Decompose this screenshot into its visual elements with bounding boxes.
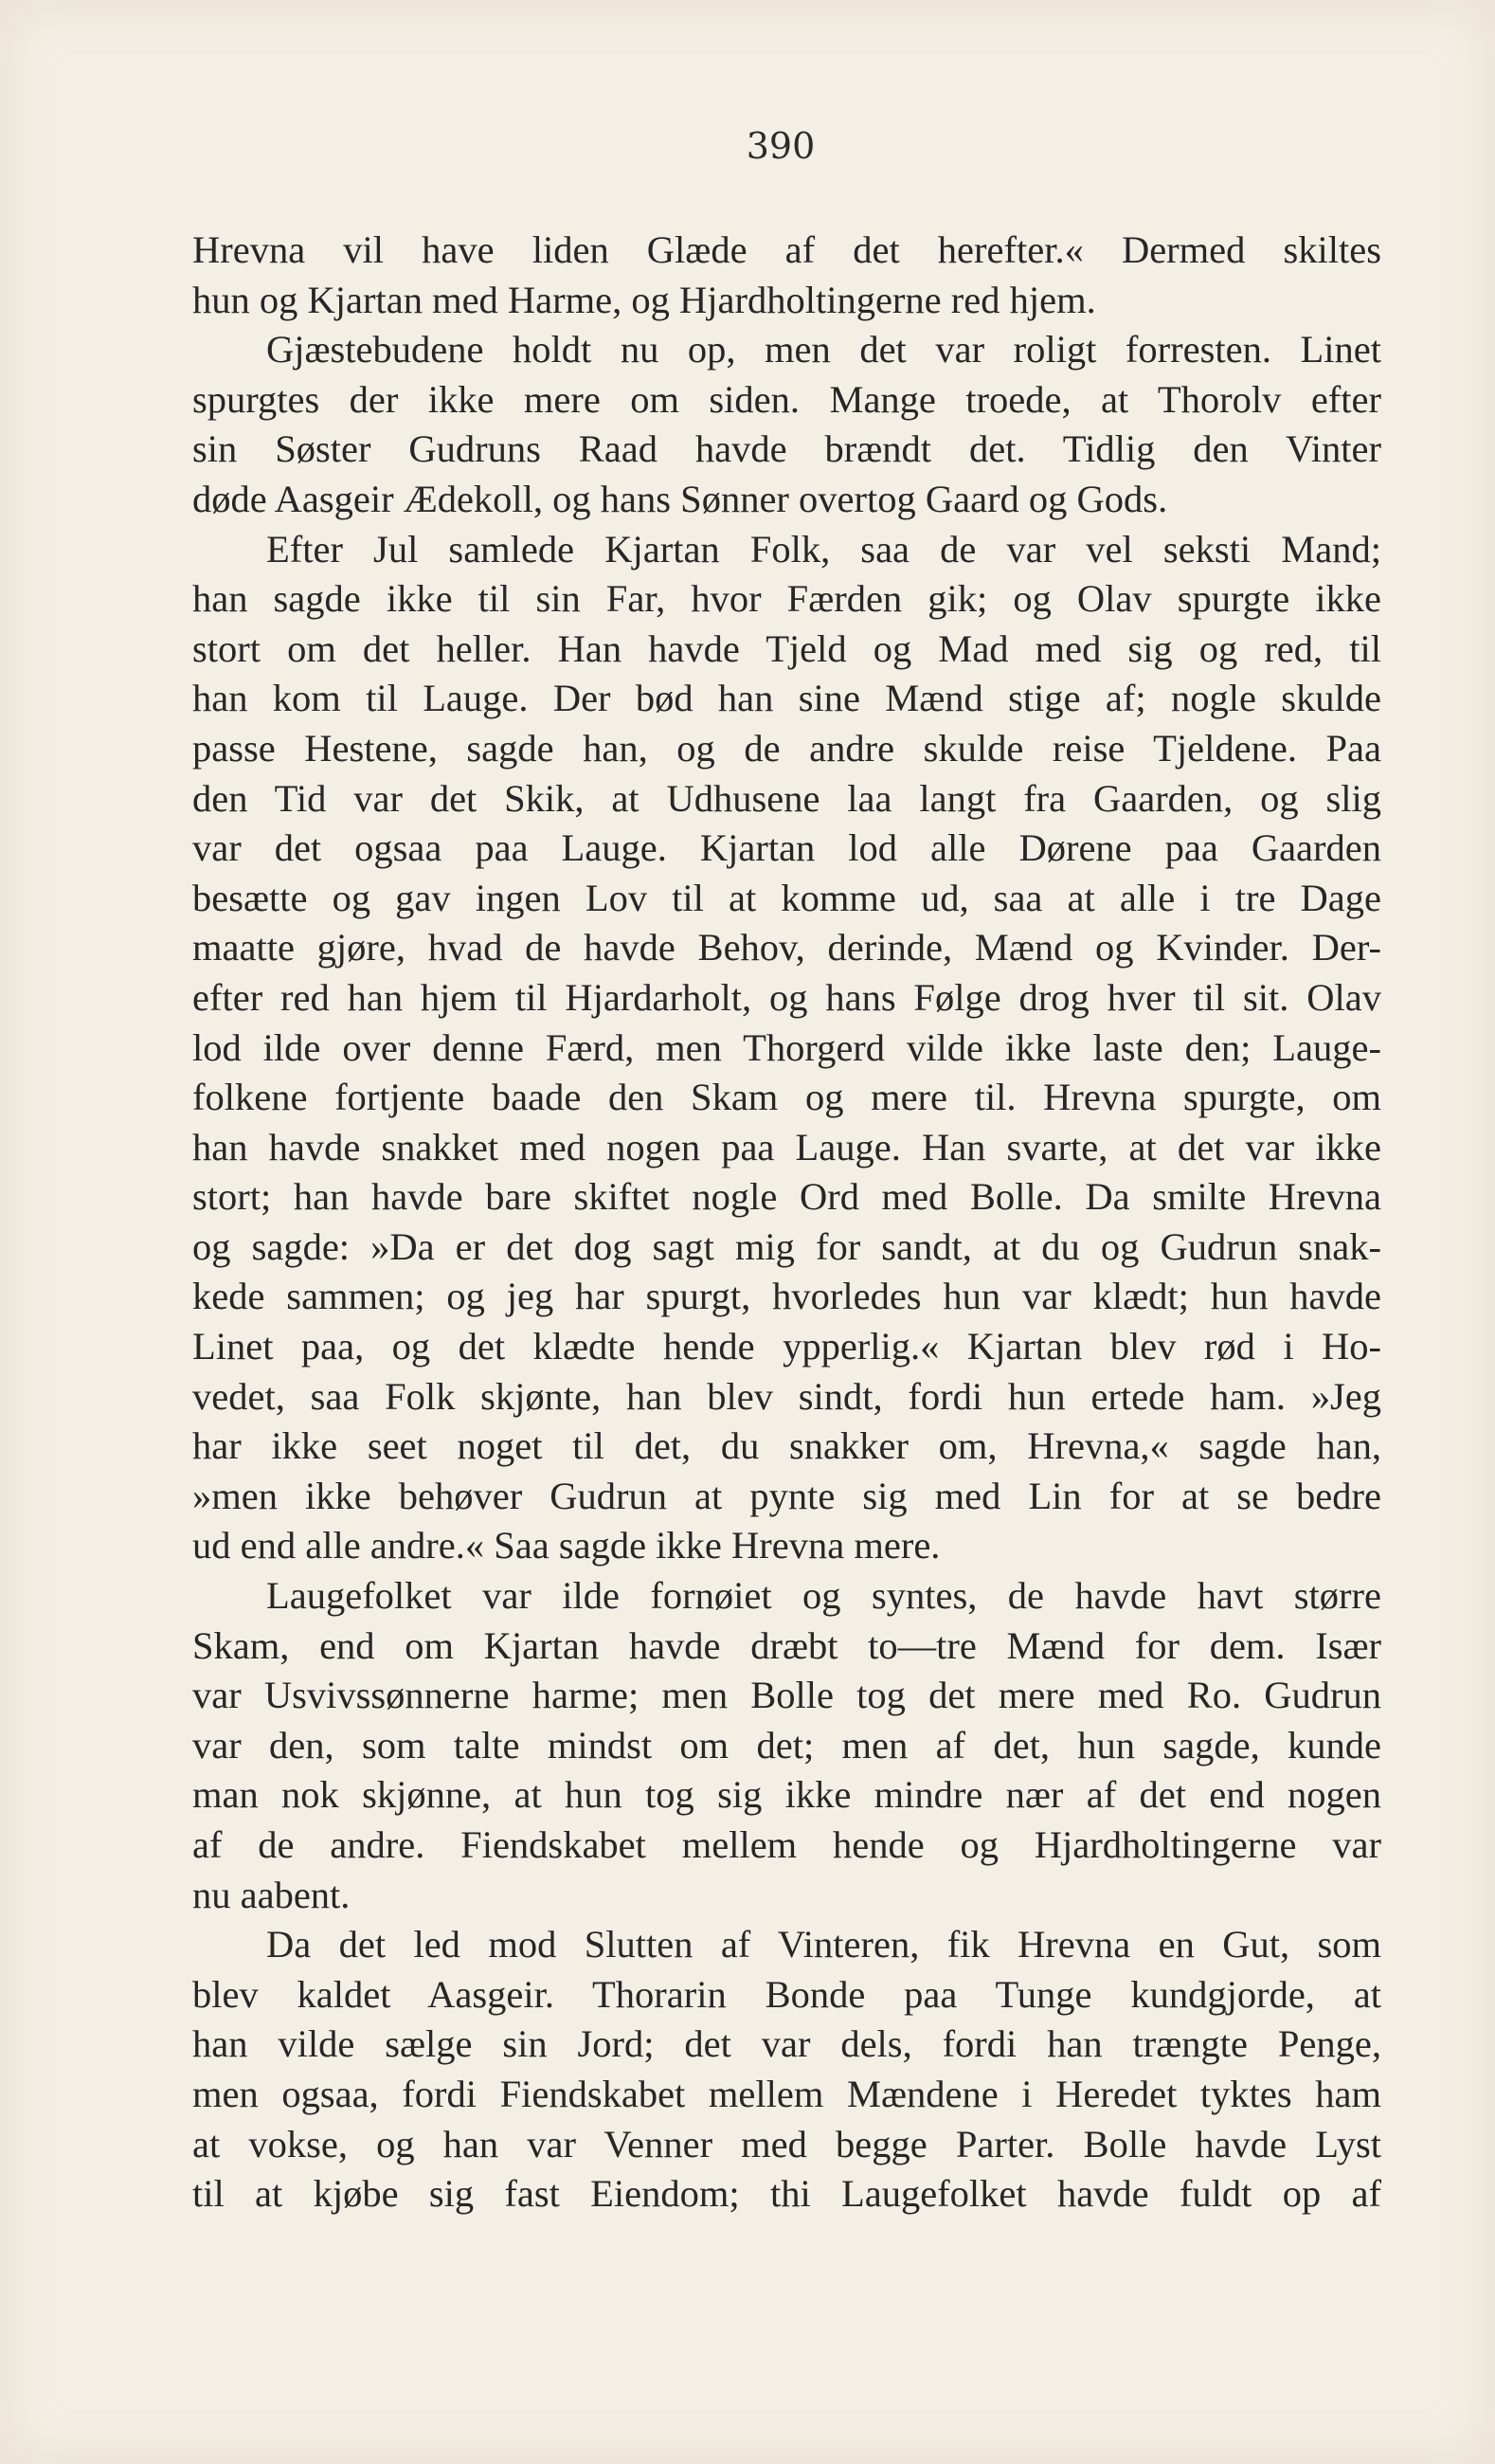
text-line: sin Søster Gudruns Raad havde brændt det. Tidlig den Vinter bbox=[192, 427, 1381, 471]
text-line: »men ikke behøver Gudrun at pynte sig med Lin for at se bedre bbox=[192, 1474, 1381, 1517]
text-line: men ogsaa, fordi Fiendskabet mellem Mændene i Heredet tyktes ham bbox=[192, 2072, 1381, 2115]
text-line: blev kaldet Aasgeir. Thorarin Bonde paa Tunge kundgjorde, at bbox=[192, 1972, 1381, 2016]
text-line: og sagde: »Da er det dog sagt mig for sandt, at du og Gudrun snak- bbox=[192, 1224, 1381, 1268]
text-line: var den, som talte mindst om det; men af det, hun sagde, kunde bbox=[192, 1723, 1381, 1766]
text-line: Linet paa, og det klædte hende ypperlig.« Kjartan blev rød i Ho- bbox=[192, 1325, 1381, 1368]
text-line: var Usvivssønnerne harme; men Bolle tog det mere med Ro. Gudrun bbox=[192, 1674, 1381, 1717]
text-line: han havde snakket med nogen paa Lauge. Han svarte, at det var ikke bbox=[192, 1125, 1381, 1169]
text-line: at vokse, og han var Venner med begge Parter. Bolle havde Lyst bbox=[192, 2122, 1381, 2165]
text-line: folkene fortjente baade den Skam og mere til. Hrevna spurgte, om bbox=[192, 1076, 1381, 1119]
text-line: besætte og gav ingen Lov til at komme ud, saa at alle i tre Dage bbox=[192, 876, 1381, 919]
text-line: spurgtes der ikke mere om siden. Mange troede, at Thorolv efter bbox=[192, 377, 1381, 421]
text-line: af de andre. Fiendskabet mellem hende og Hjardholtingerne var bbox=[192, 1823, 1381, 1866]
text-line: han sagde ikke til sin Far, hvor Færden gik; og Olav spurgte ikke bbox=[192, 577, 1381, 621]
text-line: efter red han hjem til Hjardarholt, og hans Følge drog hver til sit. Olav bbox=[192, 975, 1381, 1019]
text-line: den Tid var det Skik, at Udhusene laa langt fra Gaarden, og slig bbox=[192, 776, 1381, 820]
text-line: Efter Jul samlede Kjartan Folk, saa de var vel seksti Mand; bbox=[266, 527, 1381, 571]
text-line: kede sammen; og jeg har spurgt, hvorledes hun var klædt; hun havde bbox=[192, 1275, 1381, 1318]
text-line: Da det led mod Slutten af Vinteren, fik Hrevna en Gut, som bbox=[266, 1923, 1381, 1966]
text-line: han vilde sælge sin Jord; det var dels, fordi han trængte Penge, bbox=[192, 2022, 1381, 2066]
text-line: Hrevna vil have liden Glæde af det herefter.« Dermed skiltes bbox=[192, 228, 1381, 271]
body-text bbox=[192, 226, 1381, 2219]
text-line: passe Hestene, sagde han, og de andre skulde reise Tjeldene. Paa bbox=[192, 726, 1381, 770]
text-line: vedet, saa Folk skjønte, han blev sindt, fordi hun ertede ham. »Jeg bbox=[192, 1374, 1381, 1418]
text-line: var det ogsaa paa Lauge. Kjartan lod alle Dørene paa Gaarden bbox=[192, 826, 1381, 870]
text-line: nu aabent. bbox=[192, 1873, 351, 1916]
text-line: døde Aasgeir Ædekoll, og hans Sønner overtog Gaard og Gods. bbox=[192, 477, 1168, 520]
text-line: Skam, end om Kjartan havde dræbt to—tre Mænd for dem. Især bbox=[192, 1623, 1381, 1667]
text-line: ud end alle andre.« Saa sagde ikke Hrevna mere. bbox=[192, 1524, 941, 1567]
text-line: Gjæstebudene holdt nu op, men det var roligt forresten. Linet bbox=[266, 328, 1381, 371]
page-number: 390 bbox=[746, 125, 816, 167]
text-line: maatte gjøre, hvad de havde Behov, derinde, Mænd og Kvinder. Der- bbox=[192, 926, 1381, 969]
text-line: man nok skjønne, at hun tog sig ikke mindre nær af det end nogen bbox=[192, 1773, 1381, 1817]
text-line: Laugefolket var ilde fornøiet og syntes, de havde havt større bbox=[266, 1574, 1381, 1618]
text-line: har ikke seet noget til det, du snakker om, Hrevna,« sagde han, bbox=[192, 1424, 1381, 1468]
text-line: til at kjøbe sig fast Eiendom; thi Laugefolket havde fuldt op af bbox=[192, 2172, 1381, 2216]
text-line: stort om det heller. Han havde Tjeld og Mad med sig og red, til bbox=[192, 626, 1381, 670]
text-line: lod ilde over denne Færd, men Thorgerd vilde ikke laste den; Lauge- bbox=[192, 1025, 1381, 1069]
text-line: han kom til Lauge. Der bød han sine Mænd stige af; nogle skulde bbox=[192, 677, 1381, 720]
text-line: hun og Kjartan med Harme, og Hjardholtingerne red hjem. bbox=[192, 278, 1096, 321]
text-line: stort; han havde bare skiftet nogle Ord med Bolle. Da smilte Hrevna bbox=[192, 1175, 1381, 1219]
